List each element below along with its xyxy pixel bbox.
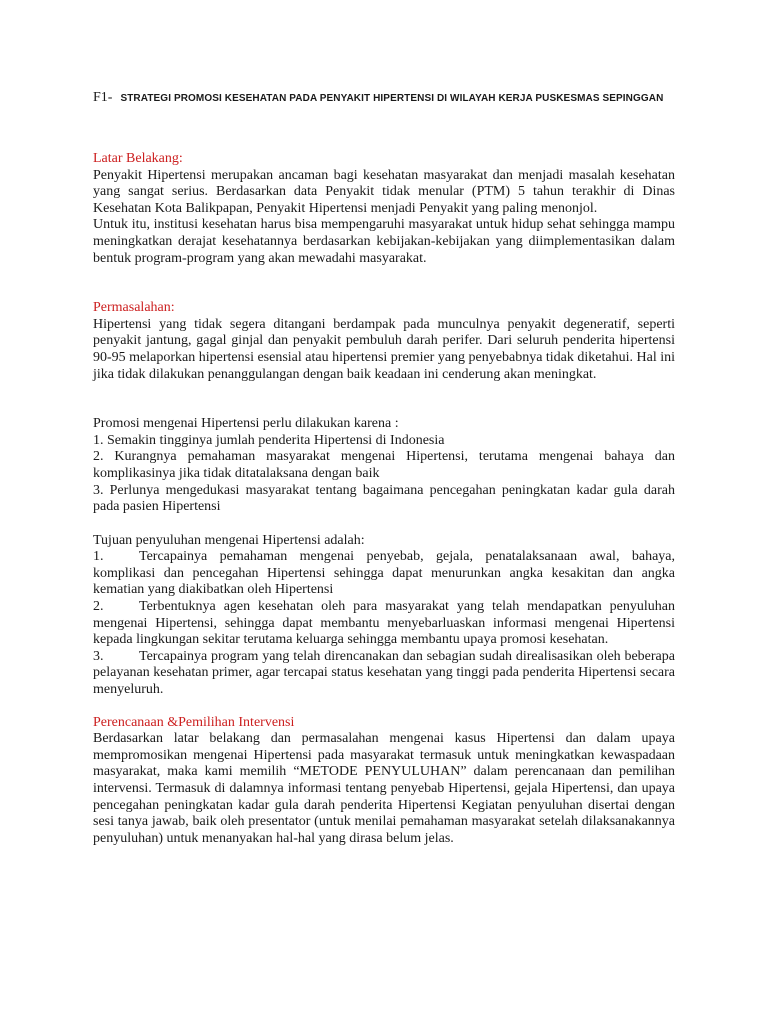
promosi-item: 1. Semakin tingginya jumlah penderita Hipertensi di Indonesia xyxy=(93,432,445,448)
tujuan-item xyxy=(93,649,675,699)
permasalahan-paragraph: Hipertensi yang tidak segera ditangani berdampak pada munculnya penyakit degeneratif, seperti penyakit jantung, gagal ginjal dan penyakit pembuluh darah perifer. Dari seluruh penderita hipertensi 90-95 melaporkan hipertensi esensial atau hipertensi premier yang penyebabnya tidak diketahui. Hal ini jika tidak dilakukan penanggulangan dengan baik keadaan ini cenderung akan meningkat. xyxy=(93,316,675,382)
tujuan-item-number: 2. xyxy=(93,599,104,615)
document-title xyxy=(93,88,683,106)
promosi-item: 3. Perlunya mengedukasi masyarakat tentang bagaimana pencegahan peningkatan kadar gula darah pada pasien Hipertensi xyxy=(93,482,675,515)
tujuan-item xyxy=(93,549,675,599)
promosi-intro: Promosi mengenai Hipertensi perlu dilakukan karena : xyxy=(93,416,399,432)
heading-latar-belakang: Latar Belakang: xyxy=(93,151,183,166)
title-text: STRATEGI PROMOSI KESEHATAN PADA PENYAKIT HIPERTENSI DI WILAYAH KERJA PUSKESMAS SEPINGGAN xyxy=(120,93,664,104)
latar-paragraph-1: Penyakit Hipertensi merupakan ancaman bagi kesehatan masyarakat dan menjadi masalah kesehatan yang sangat serius. Berdasarkan data Penyakit tidak menular (PTM) 5 tahun terakhir di Dinas Kesehatan Kota Balikpapan, Penyakit Hipertensi menjadi Penyakit yang paling menonjol. xyxy=(93,167,675,216)
promosi-item: 2. Kurangnya pemahaman masyarakat mengenai Hipertensi, terutama mengenai bahaya dan komplikasinya jika tidak ditatalaksana dengan baik xyxy=(93,449,675,481)
tujuan-intro: Tujuan penyuluhan mengenai Hipertensi adalah: xyxy=(93,532,365,548)
tujuan-item-number: 3. xyxy=(93,648,104,664)
tujuan-item-text: Terbentuknya agen kesehatan oleh para masyarakat yang telah mendapatkan penyuluhan mengenai Hipertensi, sehingga dapat membantu menyebarluaskan informasi mengenai Hipertensi kepada lingkungan sekitar terutama keluarga sehingga membantu upaya promosi kesehatan. xyxy=(93,599,675,648)
tujuan-item-number: 1. xyxy=(93,549,104,565)
document-body xyxy=(93,151,675,847)
title-prefix: F1- xyxy=(93,90,113,105)
tujuan-item-text: Tercapainya program yang telah direncanakan dan sebagian sudah direalisasikan oleh beberapa pelayanan kesehatan primer, agar tercapai status kesehatan yang tinggi pada penderita Hipertensi secara menyeluruh. xyxy=(93,648,675,698)
perencanaan-paragraph: Berdasarkan latar belakang dan permasalahan mengenai kasus Hipertensi dan dalam upaya mempromosikan mengenai Hipertensi pada masyarakat termasuk untuk meningkatkan kewaspadaan masyarakat, maka kami memilih “METODE PENYULUHAN” dalam perencanaan dan pemilihan intervensi. Termasuk di dalamnya informasi tentang penyebab Hipertensi, gejala Hipertensi, dan upaya pencegahan peningkatan kadar gula darah penderita Hipertensi Kegiatan penyuluhan disertai dengan sesi tanya jawab, baik oleh presentator (untuk menilai pemahaman masyarakat setelah dilaksanakannya penyuluhan) untuk menanyakan hal-hal yang dirasa belum jelas. xyxy=(93,731,675,846)
tujuan-item-text: Tercapainya pemahaman mengenai penyebab, gejala, penatalaksanaan awal, bahaya, komplikasi dan pencegahan Hipertensi sehingga dapat menurunkan angka kesakitan dan angka kematian yang diakibatkan oleh Hipertensi xyxy=(93,549,675,598)
heading-perencanaan: Perencanaan &Pemilihan Intervensi xyxy=(93,714,295,730)
heading-permasalahan: Permasalahan: xyxy=(93,300,175,316)
tujuan-item xyxy=(93,599,675,649)
latar-paragraph-2: Untuk itu, institusi kesehatan harus bisa mempengaruhi masyarakat untuk hidup sehat sehingga mampu meningkatkan derajat kesehatannya berdasarkan kebijakan-kebijakan yang diimplementasikan dalam bentuk program-program yang akan mewadahi masyarakat. xyxy=(93,217,675,266)
